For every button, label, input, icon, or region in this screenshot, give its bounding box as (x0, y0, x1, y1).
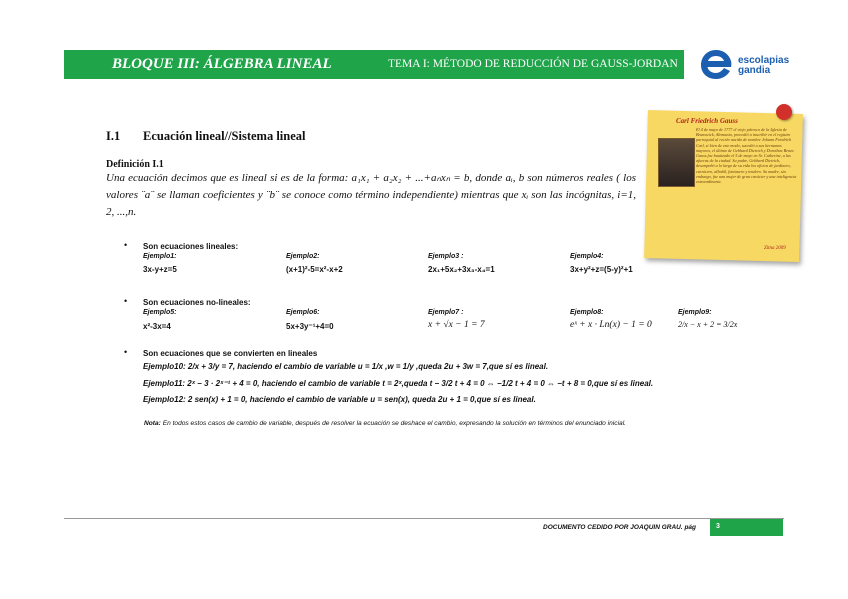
example-equation: 2/x − x + 2 = 3/2x (678, 320, 738, 329)
note (144, 420, 626, 427)
example-12: Ejemplo12: 2 sen(x) + 1 = 0, haciendo el cambio de variable u = sen(x), queda 2u + 1 = 0,que sí es lineal. (143, 395, 536, 404)
example-11: Ejemplo11: 2ˣ − 3 · 2ˣ⁻¹ + 4 = 0, haciendo el cambio de variable t = 2ˣ,queda t − 3/2 t + 4 = 0 ⇔ −1/2 t + 4 = 0 ⇔ −t + 8 = 0,que sí es lineal. (143, 379, 654, 388)
push-pin-icon (776, 104, 792, 120)
example-label: Ejemplo8: (570, 309, 604, 316)
bullet-icon: • (124, 347, 128, 357)
example-equation: 5x+3y⁻¹+4=0 (286, 322, 334, 331)
logo-line-2: gandia (738, 65, 771, 76)
example-label: Ejemplo4: (570, 253, 604, 260)
lineales-heading: Son ecuaciones lineales: (143, 242, 239, 251)
example-equation: (x+1)²-5=x²-x+2 (286, 265, 343, 274)
example-label: Ejemplo7 : (428, 309, 464, 316)
example-10: Ejemplo10: 2/x + 3/y = 7, haciendo el cambio de variable u = 1/x ,w = 1/y ,queda 2u + 3w = 7,que sí es lineal. (143, 362, 549, 371)
example-equation: 3x-y+z=5 (143, 265, 177, 274)
logo-line-1: escolapias (738, 55, 790, 66)
footer-divider (64, 518, 784, 519)
example-equation: x²-3x=4 (143, 322, 171, 331)
card-body (654, 127, 797, 184)
card-signature: Zitna 2009 (764, 246, 786, 251)
example-label: Ejemplo1: (143, 253, 177, 260)
note-text: En todos estos casos de cambio de variable, después de resolver la ecuación se deshace el cambio, expresando la solución en términos del enunciado inicial. (160, 420, 626, 427)
convierten-heading: Son ecuaciones que se convierten en lineales (143, 349, 318, 358)
card-title: Carl Friedrich Gauss (676, 117, 738, 125)
example-label: Ejemplo9: (678, 309, 712, 316)
example-label: Ejemplo3 : (428, 253, 464, 260)
example-equation: x + √x − 1 = 7 (428, 320, 485, 330)
block-title: BLOQUE III: ÁLGEBRA LINEAL (112, 56, 332, 72)
bullet-icon: • (124, 240, 128, 250)
card-body-text: El 4 de mayo de 1777 el viejo párroco de la Iglesia de Brunswick, Alemania, procedió a inscribir en el registro parroquial al recién nacido de nombre Johann Friedrich Carl, si bien de este modo, sucedió a sus hermanos mayores, el último de Gebhard Dietrich y Dorothea Benze. Gauss fue bautizado el 5 de mayo en St. Catherine, a las afueras de la ciudad. Su padre, Gebhard Dietrich, desempeñó a lo largo de su vida los oficios de jardinero, carnicero, albañil, fontanero y tendero. Su madre, sin embargo, fue una mujer de gran carácter y una inteligencia extraordinaria. (696, 127, 797, 185)
school-logo-icon (698, 46, 734, 82)
definition-title: Definición I.1 (106, 159, 164, 170)
bullet-icon: • (124, 296, 128, 306)
school-logo-text (738, 56, 789, 76)
section-title: Ecuación lineal//Sistema lineal (143, 129, 306, 143)
page-number: 3 (716, 523, 720, 530)
example-label: Ejemplo5: (143, 309, 177, 316)
definition-text: Una ecuación decimos que es lineal si es de la forma: a₁x₁ + a₂x₂ + ...+aₙxₙ = b, donde aᵢ, b son números reales ( los valores ¨a¨ se llaman coeficientes y ¨b¨ se conoce como término independiente) mientras que xᵢ son las incógnitas, i=1, 2, ...,n. (106, 172, 636, 218)
footer-page-box (710, 519, 783, 536)
example-label: Ejemplo2: (286, 253, 320, 260)
section-heading (106, 129, 306, 144)
topic-title: TEMA I: MÉTODO DE REDUCCIÓN DE GAUSS-JORDAN (388, 58, 678, 70)
example-equation: 2x₁+5x₂+3x₃-x₄=1 (428, 265, 495, 274)
example-label: Ejemplo6: (286, 309, 320, 316)
note-label: Nota: (144, 420, 161, 427)
section-number: I.1 (106, 129, 121, 143)
nolineales-heading: Son ecuaciones no-lineales: (143, 298, 251, 307)
example-equation: 3x+y²+z=(5-y)²+1 (570, 265, 633, 274)
example-equation: eˣ + x · Ln(x) − 1 = 0 (570, 320, 652, 330)
footer-credit: DOCUMENTO CEDIDO POR JOAQUIN GRAU. pág (543, 524, 697, 531)
